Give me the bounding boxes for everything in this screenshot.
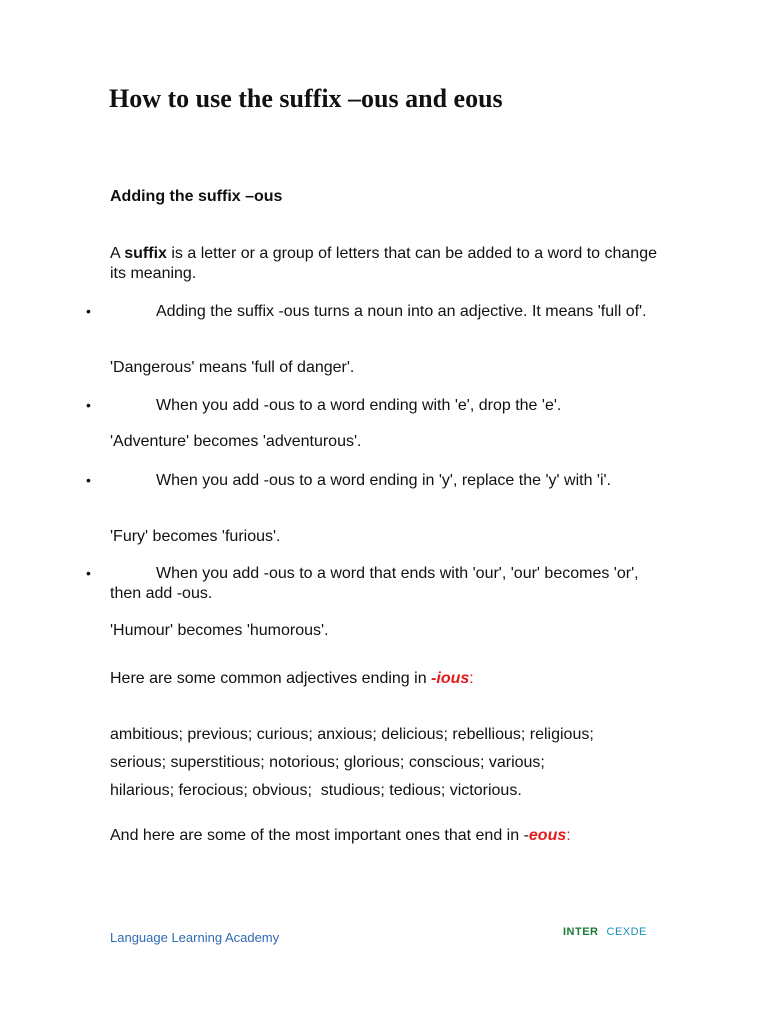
rule-text: When you add -ous to a word ending with 'e', drop the 'e'. — [156, 397, 562, 414]
logo-cexde-text: CEXDE — [606, 926, 647, 938]
ious-intro-prefix: Here are some common adjectives ending in — [110, 670, 432, 687]
footer-academy-name: Language Learning Academy — [110, 930, 280, 945]
ious-word-line: serious; superstitious; notorious; glorious; conscious; various; — [110, 754, 545, 771]
intro-paragraph — [110, 244, 670, 284]
intro-rest: is a letter or a group of letters that can be added to a word to change its meaning. — [110, 245, 657, 282]
ious-word-line: hilarious; ferocious; obvious; studious; tedious; victorious. — [110, 782, 522, 799]
eous-suffix-highlight: eous — [528, 827, 567, 844]
rule-example: 'Fury' becomes 'furious'. — [110, 528, 281, 545]
rule-text: When you add -ous to a word that ends with 'our', 'our' becomes 'or', then add -ous. — [110, 565, 639, 602]
rule-example: 'Adventure' becomes 'adventurous'. — [110, 433, 362, 450]
ious-suffix-highlight: -ious — [431, 670, 470, 687]
inter-cexde-logo — [563, 926, 647, 938]
ious-intro — [110, 669, 670, 689]
bullet-icon: • — [86, 303, 91, 319]
logo-inter-text: INTER — [563, 926, 599, 938]
rule-item — [110, 302, 670, 322]
eous-colon: : — [566, 827, 571, 844]
rule-text: When you add -ous to a word ending in 'y', replace the 'y' with 'i'. — [156, 472, 612, 489]
intro-prefix: A — [110, 245, 125, 262]
rule-item — [110, 564, 670, 604]
ious-colon: : — [469, 670, 474, 687]
eous-intro — [110, 826, 670, 846]
eous-intro-prefix: And here are some of the most important ones that end in - — [110, 827, 529, 844]
rule-item — [110, 396, 670, 416]
rule-example: 'Dangerous' means 'full of danger'. — [110, 359, 355, 376]
rule-item — [110, 471, 670, 491]
bullet-icon: • — [86, 472, 91, 488]
bullet-icon: • — [86, 565, 91, 581]
bullet-icon: • — [86, 397, 91, 413]
intro-bold-word: suffix — [124, 245, 167, 262]
ious-word-line: ambitious; previous; curious; anxious; delicious; rebellious; religious; — [110, 726, 594, 743]
page-title: How to use the suffix –ous and eous — [109, 84, 503, 113]
rule-example: 'Humour' becomes 'humorous'. — [110, 622, 329, 639]
section-subheading: Adding the suffix –ous — [110, 188, 283, 205]
rule-text: Adding the suffix -ous turns a noun into an adjective. It means 'full of'. — [156, 303, 647, 320]
